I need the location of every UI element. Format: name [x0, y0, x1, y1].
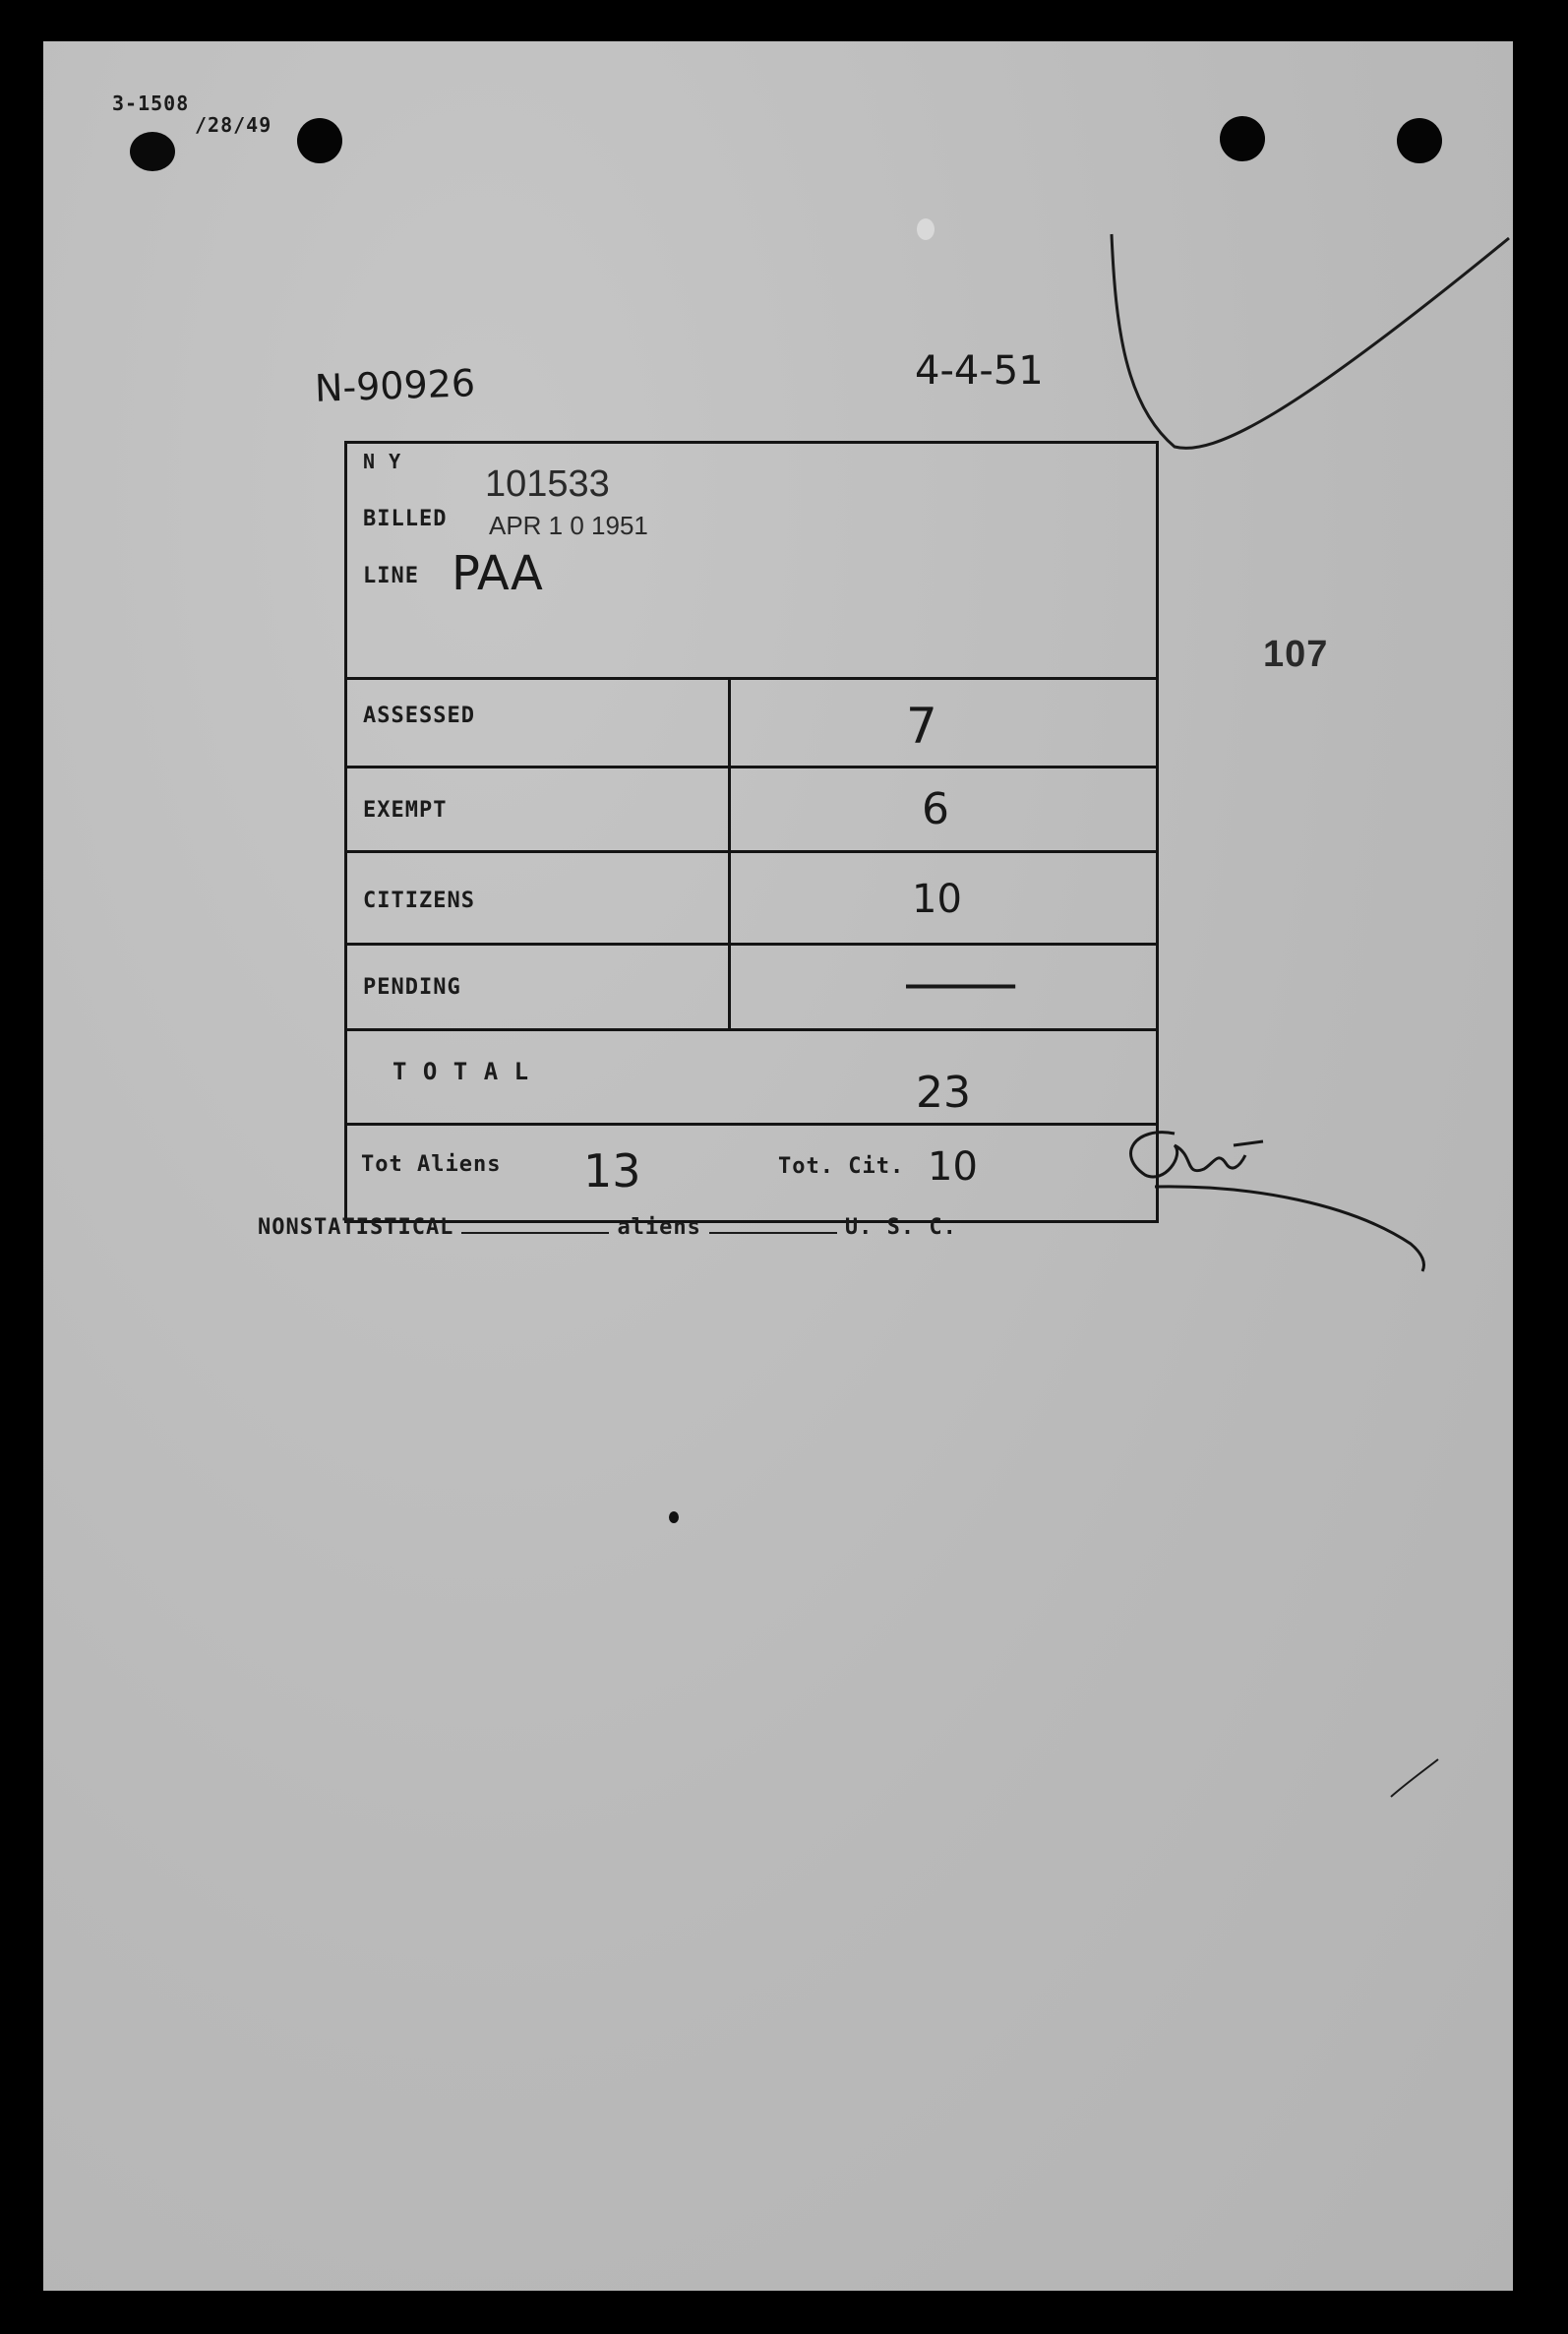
paper-blemish — [917, 218, 935, 240]
row-label-assessed: ASSESSED — [363, 704, 475, 728]
punch-hole — [1220, 116, 1265, 161]
ink-speck — [669, 1511, 679, 1523]
nonstatistical-usc-blank — [709, 1210, 837, 1234]
row-value-assessed: 7 — [906, 698, 937, 755]
billed-date-stamp: APR 1 0 1951 — [489, 511, 648, 540]
row-value-citizens: 10 — [912, 877, 962, 922]
pencil-mark — [1106, 179, 1519, 474]
row-label-citizens: CITIZENS — [363, 889, 475, 913]
usc-label: U. S. C. — [844, 1215, 957, 1240]
file-reference-line2: /28/49 — [195, 113, 272, 137]
document-page — [43, 41, 1513, 2291]
aliens-label: aliens — [617, 1215, 701, 1240]
line-label: LINE — [363, 564, 419, 588]
nonstatistical-aliens-blank — [461, 1210, 609, 1234]
case-number: N-90926 — [314, 361, 476, 410]
punch-hole — [297, 118, 342, 163]
manifest-form — [344, 441, 1159, 1223]
tot-aliens-label: Tot Aliens — [361, 1152, 502, 1177]
row-label-exempt: EXEMPT — [363, 798, 448, 823]
ink-blot — [130, 132, 175, 171]
handwritten-initials — [1116, 1116, 1440, 1273]
page-number-stamp: 107 — [1263, 634, 1329, 675]
billed-number: 101533 — [485, 463, 610, 505]
tot-aliens-value: 13 — [583, 1144, 641, 1198]
file-reference-line1: 3-1508 — [112, 92, 190, 115]
tot-cit-label: Tot. Cit. — [778, 1154, 905, 1179]
handwritten-date: 4-4-51 — [915, 348, 1044, 394]
punch-hole — [1397, 118, 1442, 163]
row-value-exempt: 6 — [922, 784, 949, 834]
total-value: 23 — [916, 1068, 971, 1118]
nonstatistical-label: NONSTATISTICAL — [258, 1215, 454, 1240]
billed-label: BILLED — [363, 507, 448, 531]
row-value-pending: — — [900, 952, 1022, 1015]
nonstatistical-line — [258, 1210, 957, 1240]
pencil-tick — [1387, 1753, 1446, 1803]
line-value: PAA — [452, 546, 543, 601]
total-label: T O T A L — [392, 1058, 530, 1085]
tot-cit-value: 10 — [928, 1144, 978, 1190]
row-label-pending: PENDING — [363, 975, 461, 1000]
ny-label: N Y — [363, 450, 402, 473]
file-reference — [112, 92, 271, 136]
